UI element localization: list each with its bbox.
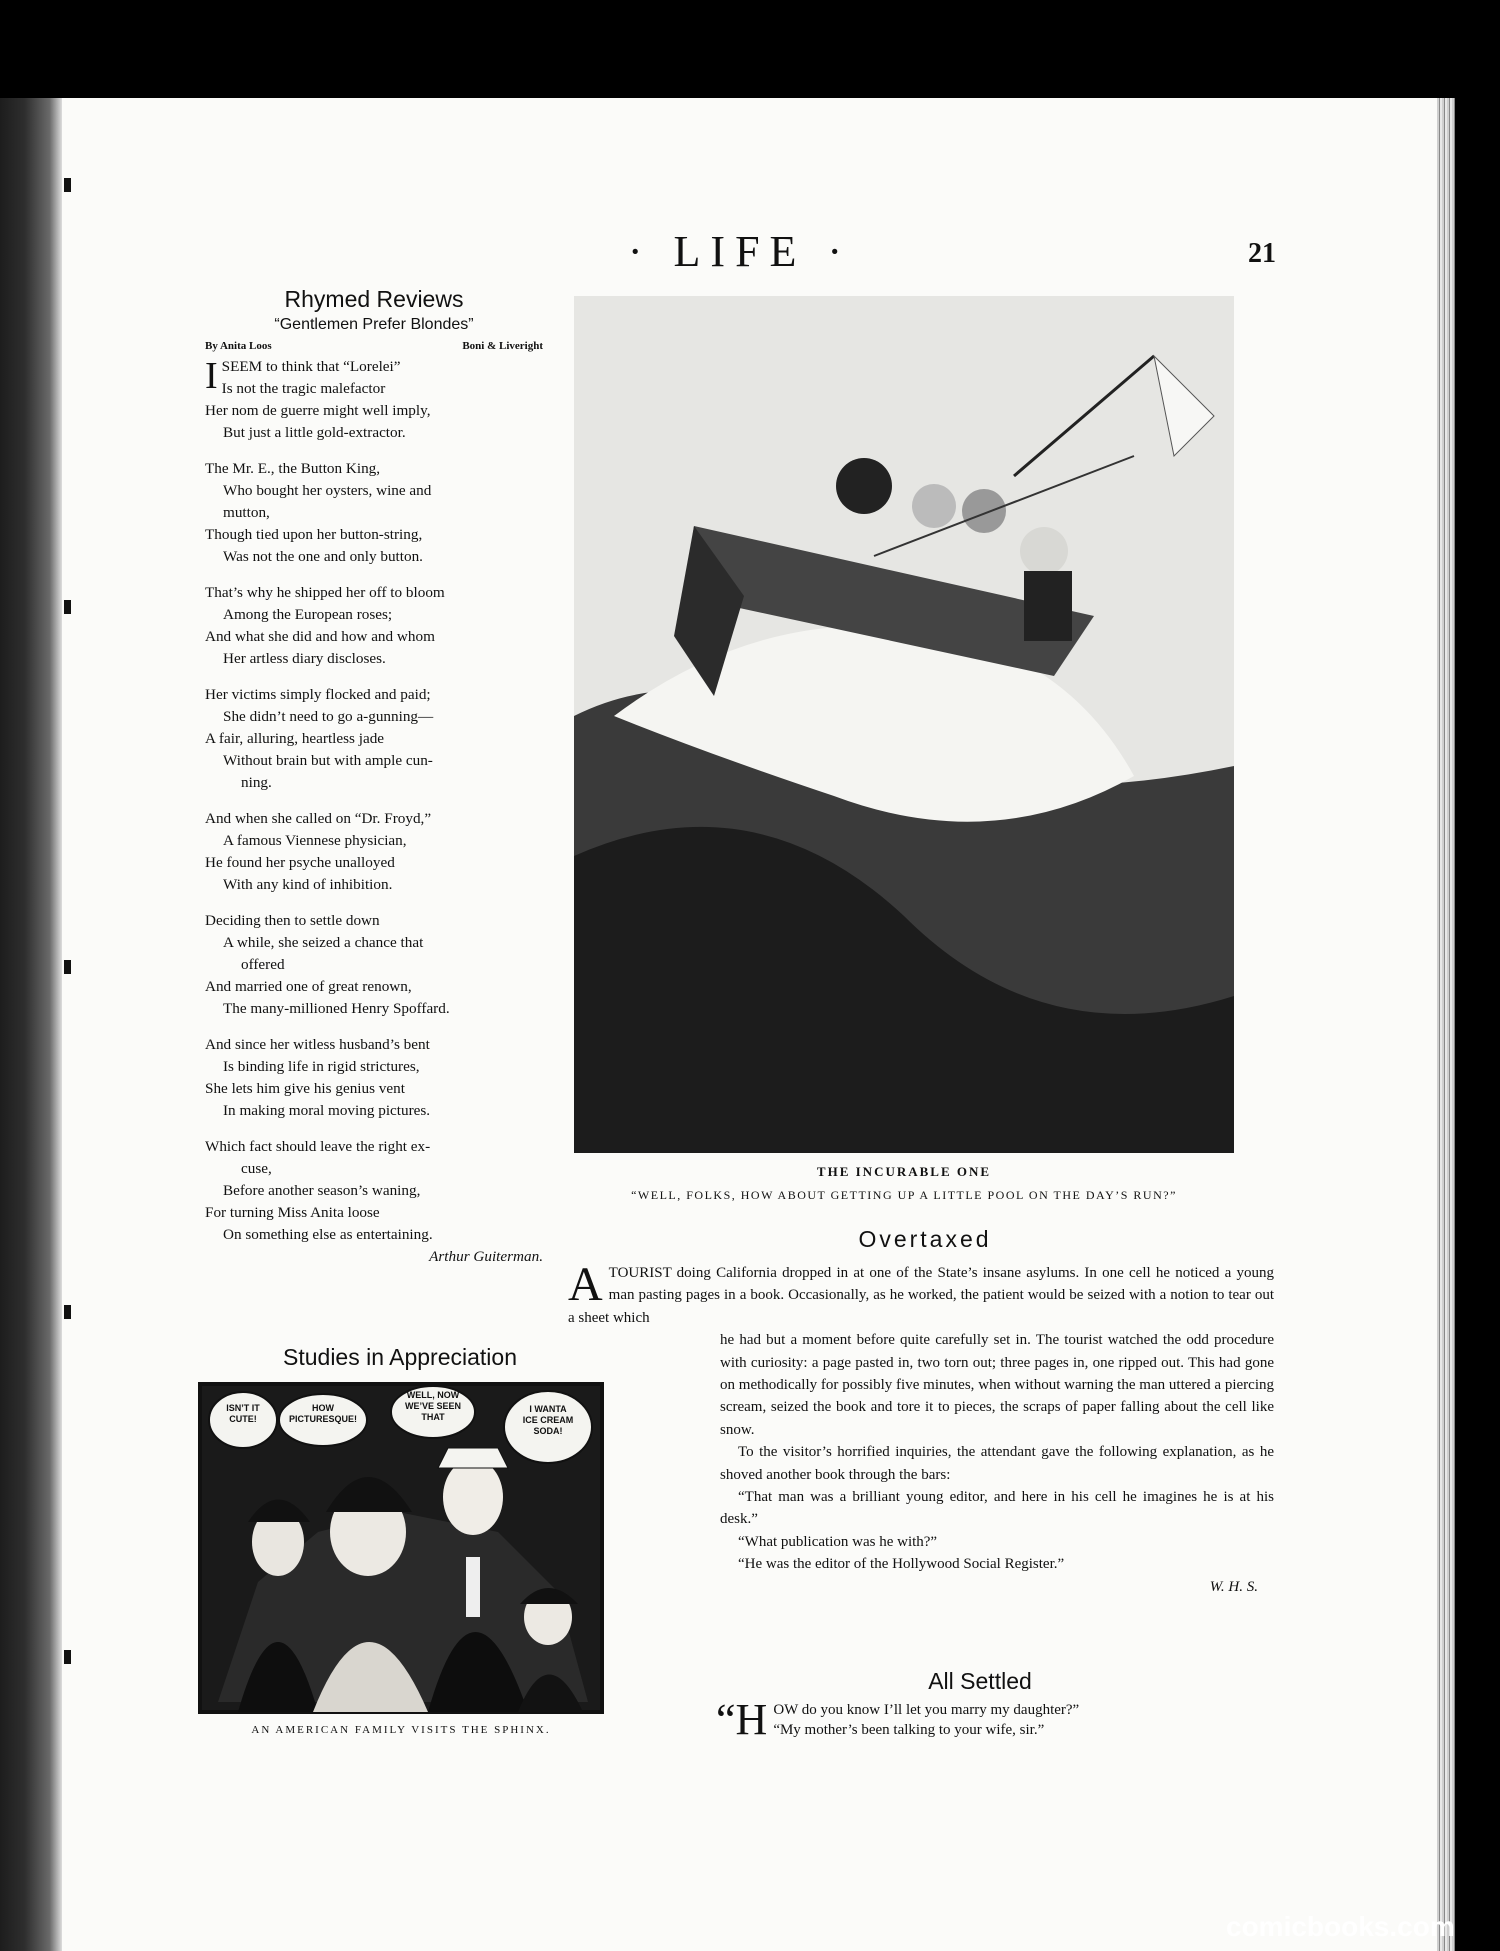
poem-line: A famous Viennese physician, [223,832,407,849]
poem-line: Before another season’s waning, [223,1182,421,1199]
binding-stitch [64,178,71,192]
cartoon-caption: “WELL, FOLKS, HOW ABOUT GETTING UP A LITTLE POOL ON THE DAY’S RUN?” [631,1188,1177,1202]
stanza [205,1136,543,1268]
page-edges [1437,98,1455,1951]
binding-stitch [64,1305,71,1319]
stanza [205,684,543,794]
poem-line: A fair, alluring, heartless jade [205,730,385,747]
poem-line: Her artless diary discloses. [223,650,386,667]
studies-title: Studies in Appreciation [283,1344,517,1370]
article-paragraph: “That man was a brilliant young editor, and here in his cell he imagines he is at his desk.” [720,1489,1274,1528]
page-gutter [0,98,62,1951]
poem-line: But just a little gold-extractor. [223,424,406,441]
stanza [205,808,543,896]
poem-line: Who bought her oysters, wine and [223,482,432,499]
poem-line: Was not the one and only button. [223,548,423,565]
poem-line: With any kind of inhibition. [223,876,393,893]
stanza [205,356,543,444]
dropcap: A [568,1258,603,1311]
binding-stitch [64,960,71,974]
poem-line: offered [241,956,285,973]
poem-line: In making moral moving pictures. [223,1102,431,1119]
publisher: Boni & Liveright [462,340,543,352]
poem-line: Deciding then to settle down [205,912,380,929]
balloon-text: I WANTA ICE CREAM SODA! [522,1404,574,1436]
overtaxed-article [568,1258,1274,1598]
poem-line: She didn’t need to go a-gunning— [223,708,434,725]
page-number: 21 [1248,238,1276,269]
author-line: By Anita Loos [205,340,272,352]
poem-signature: Arthur Guiterman. [429,1248,543,1265]
sphinx-cartoon [198,1382,604,1714]
rhymed-title: Rhymed Reviews [284,286,464,312]
balloon-text: WELL, NOW WE’VE SEEN THAT [404,1390,462,1422]
poem-line: Is not the tragic malefactor [221,380,386,397]
joke-line: “My mother’s been talking to your wife, sir.” [773,1722,1045,1738]
article-paragraph: To the visitor’s horrified inquiries, the attendant gave the following explanation, as he shoved another book through the bars: [720,1444,1274,1483]
poem-line: And married one of great renown, [205,978,412,995]
article-paragraph: he had but a moment before quite carefully set in. The tourist watched the odd procedure with curiosity: a page pasted in, two torn out; three pages in, one ripped out. This had gone on methodically for possibly five minutes, when without warning the man uttered a piercing scream, seized the book and tore it to pieces, the scraps of paper falling about the cell like snow. [720,1332,1274,1438]
byline [205,340,543,352]
poem-line: He found her psyche unalloyed [205,854,395,871]
overtaxed-title: Overtaxed [858,1226,992,1252]
article-signature: W. H. S. [1209,1578,1258,1595]
poem-line: Is binding life in rigid strictures, [223,1058,420,1075]
poem-line: Her victims simply flocked and paid; [205,686,431,703]
poem-line: SEEM to think that “Lorelei” [221,358,401,375]
poem [205,356,543,1268]
indented-block [720,1329,1274,1598]
poem-line: On something else as entertaining. [223,1226,433,1243]
lifeboat-illustration [574,296,1234,1153]
poem-line: And when she called on “Dr. Froyd,” [205,810,432,827]
poem-line: A while, she seized a chance that [223,934,424,951]
paragraph-text: TOURIST doing California dropped in at one of the State’s insane asylums. In one cell he noticed a young man pasting pages in a book. Occasionally, as he worked, the patient would be seized with a notion to tear out a sheet which [568,1265,1274,1326]
article-paragraph: “What publication was he with?” [738,1533,938,1550]
father-figure [443,1459,503,1535]
stanza [205,458,543,568]
poem-line: She lets him give his genius vent [205,1080,405,1097]
article-paragraph: “He was the editor of the Hollywood Social Register.” [738,1556,1065,1573]
poem-line: Her nom de guerre might well imply, [205,402,431,419]
poem-line: Which fact should leave the right ex- [205,1138,431,1155]
poem-line: Among the European roses; [223,606,393,623]
poem-line: mutton, [223,504,270,521]
poem-line: ning. [241,774,272,791]
balloon-text: HOW PICTURESQUE! [288,1403,358,1424]
poem-line: For turning Miss Anita loose [205,1204,380,1221]
stanza [205,910,543,1020]
settled-joke [716,1695,1216,1744]
cartoon-title: THE INCURABLE ONE [816,1164,992,1179]
sphinx-caption: AN AMERICAN FAMILY VISITS THE SPHINX. [251,1724,551,1736]
settled-title: All Settled [928,1668,1032,1694]
incurable-one-cartoon [574,296,1234,1153]
balloon-text: ISN’T IT CUTE! [226,1403,260,1424]
binding-stitch [64,1650,71,1664]
masthead: · LIFE · [627,227,853,276]
poem-line: The Mr. E., the Button King, [205,460,381,477]
poem-line: Without brain but with ample cun- [223,752,433,769]
poem-line: Though tied upon her button-string, [205,526,423,543]
poem-line: cuse, [241,1160,272,1177]
joke-line: OW do you know I’ll let you marry my daughter?” [773,1702,1080,1718]
stanza [205,582,543,670]
sphinx-illustration [198,1382,604,1714]
dropcap: I [205,355,218,397]
dropcap: “H [716,1695,768,1744]
site-watermark: comicbooks.com [1226,1911,1455,1942]
poem-line: And what she did and how and whom [205,628,435,645]
poem-line: That’s why he shipped her off to bloom [205,584,445,601]
poem-line: The many-millioned Henry Spoffard. [223,1000,450,1017]
rhymed-subtitle: “Gentlemen Prefer Blondes” [274,316,474,333]
rhymed-reviews [205,286,543,1268]
poem-line: And since her witless husband’s bent [205,1036,430,1053]
article-paragraph [568,1258,1274,1329]
stanza [205,1034,543,1122]
binding-stitch [64,600,71,614]
